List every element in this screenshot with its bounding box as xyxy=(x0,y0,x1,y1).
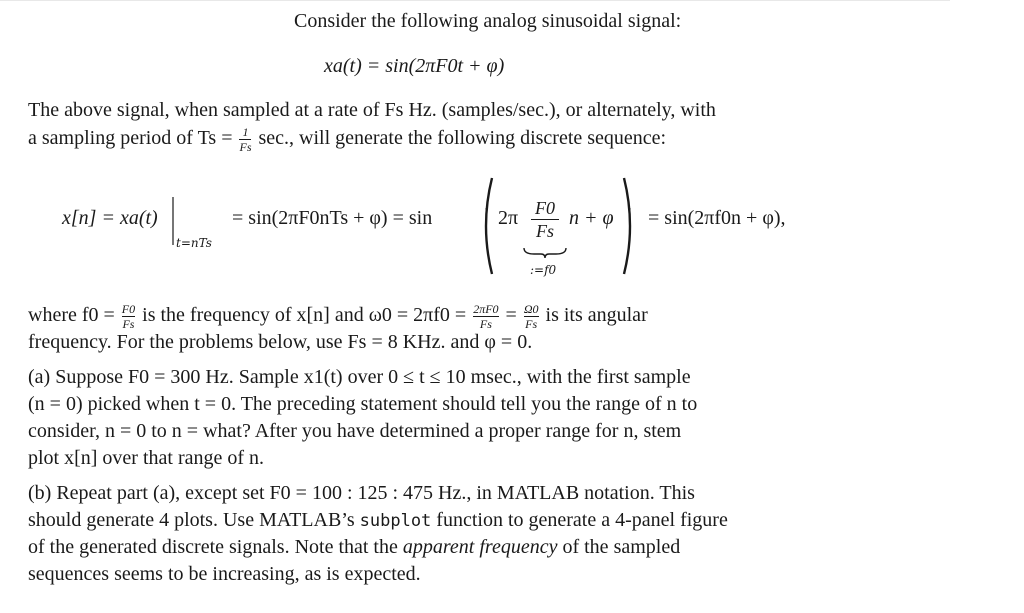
part-a-line-2: (n = 0) picked when t = 0. The preceding statement should tell you the range of n to xyxy=(28,393,698,415)
where-part-4: is its angular xyxy=(545,304,648,327)
one-over-fs-fraction xyxy=(239,126,251,153)
apparent-frequency-emphasis: apparent frequency xyxy=(402,536,558,558)
eq-rhs: = sin(2πf0n + φ), xyxy=(648,207,786,229)
underbrace xyxy=(522,246,568,260)
part-a-line-4: plot x[n] over that range of n. xyxy=(28,447,265,469)
part-b-line-2 xyxy=(28,509,728,532)
inline-num-2: 2πF0 xyxy=(473,302,499,316)
inline-den-3: Fs xyxy=(525,317,538,331)
f0-over-fs-fraction xyxy=(531,198,559,241)
sampling-line-2b: sec., will generate the following discrete sequence: xyxy=(258,127,667,150)
where-part-3: = xyxy=(505,304,517,327)
omega-inline-fraction xyxy=(473,303,498,330)
where-line-1 xyxy=(28,303,648,330)
part-b-line-3a: of the generated discrete signals. Note that the xyxy=(28,536,398,558)
f0-fraction-bar xyxy=(531,219,559,220)
part-b-line-4: sequences seems to be increasing, as is expected. xyxy=(28,563,421,585)
underbrace-label: :=f0 xyxy=(530,263,557,277)
part-b-line-1: (b) Repeat part (a), except set F0 = 100 : 125 : 475 Hz., in MATLAB notation. This xyxy=(28,482,695,504)
part-b-line-3 xyxy=(28,536,680,559)
fs-denominator: Fs xyxy=(536,221,554,241)
where-part-2: is the frequency of x[n] and ω0 = 2πf0 = xyxy=(142,304,467,327)
capital-omega-inline-fraction xyxy=(524,303,539,330)
eq-eval-subscript: t=nTs xyxy=(176,236,212,250)
eq-two-pi: 2π xyxy=(498,207,519,229)
sampling-line-2a: a sampling period of Ts = xyxy=(28,127,233,150)
part-b-line-3b: of the sampled xyxy=(562,536,681,558)
f0-fs-inline-fraction xyxy=(122,303,135,330)
eq-lhs: x[n] = xa(t) xyxy=(62,207,158,229)
eq-n-plus-phi: n + φ xyxy=(569,207,614,229)
where-line-2: frequency. For the problems below, use Fs = 8 KHz. and φ = 0. xyxy=(28,331,533,353)
fraction-denominator: Fs xyxy=(239,140,252,154)
part-a-line-3: consider, n = 0 to n = what? After you have determined a proper range for n, stem xyxy=(28,420,682,442)
where-part-1: where f0 = xyxy=(28,304,115,327)
inline-num-1: F0 xyxy=(121,302,136,316)
inline-num-3: Ω0 xyxy=(523,302,539,316)
eq-middle: = sin(2πF0nTs + φ) = sin xyxy=(232,207,433,229)
f0-numerator: F0 xyxy=(535,198,555,218)
intro-heading: Consider the following analog sinusoidal signal: xyxy=(294,10,682,32)
signal-equation: xa(t) = sin(2πF0t + φ) xyxy=(324,55,505,77)
part-b-line-2a: should generate 4 plots. Use MATLAB’s xyxy=(28,509,355,531)
inline-den-2: Fs xyxy=(479,317,492,331)
part-a-line-1: (a) Suppose F0 = 300 Hz. Sample x1(t) over 0 ≤ t ≤ 10 msec., with the first sample xyxy=(28,366,691,388)
part-b-line-2b: function to generate a 4-panel figure xyxy=(436,509,728,531)
sampling-line-1: The above signal, when sampled at a rate of Fs Hz. (samples/sec.), or alternately, with xyxy=(28,99,716,121)
top-divider xyxy=(0,0,950,1)
inline-den-1: Fs xyxy=(122,317,135,331)
sampling-line-2 xyxy=(28,126,666,153)
fraction-numerator: 1 xyxy=(242,125,249,139)
subplot-code: subplot xyxy=(359,511,432,531)
